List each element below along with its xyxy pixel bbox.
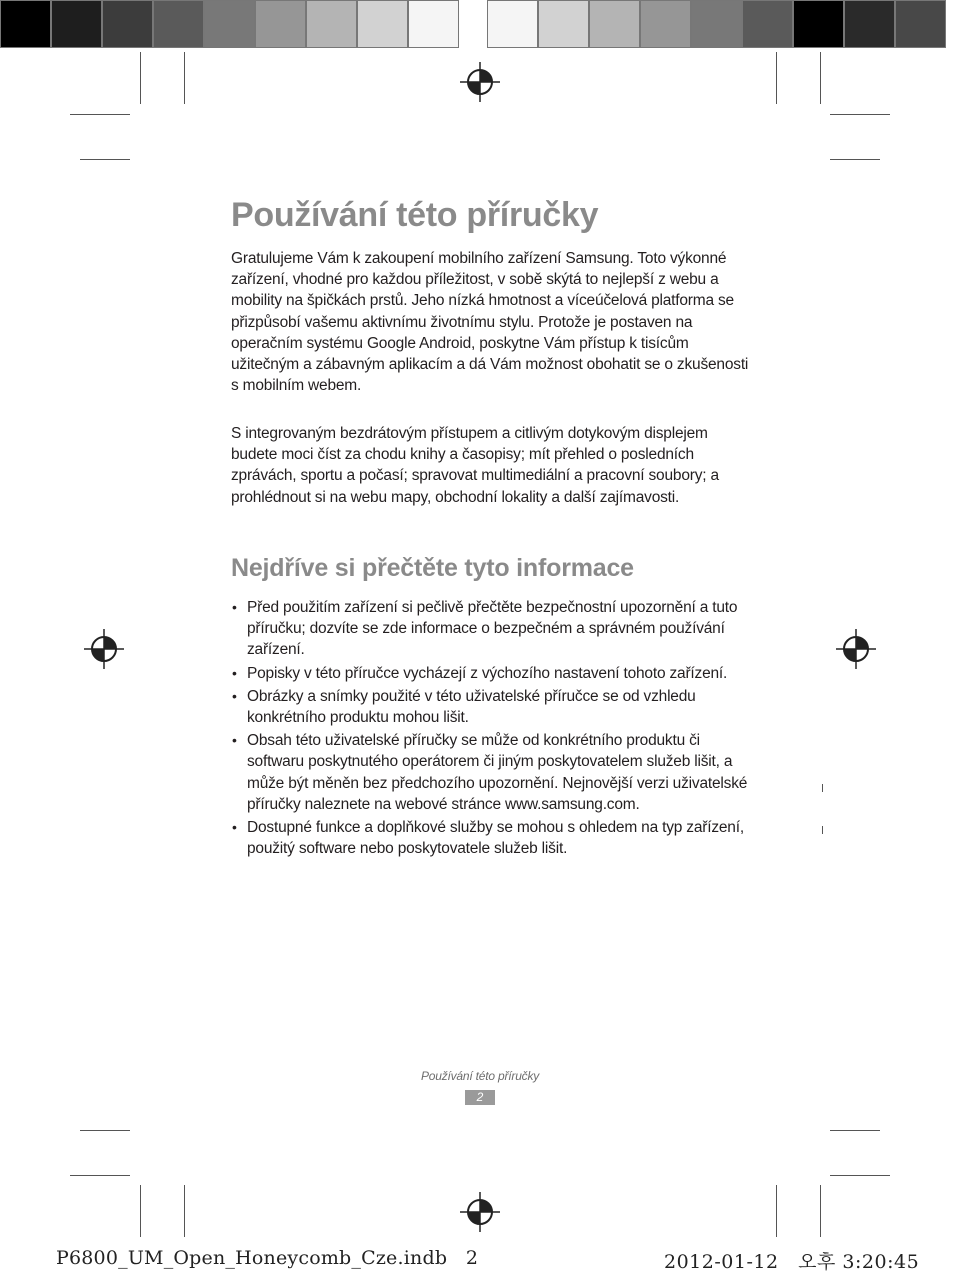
color-bar-strip-right: [487, 0, 946, 48]
print-slug-datetime-text: 2012-01-12 오후 3:20:45: [664, 1251, 920, 1273]
color-bar-swatch: [102, 0, 153, 48]
fold-mark: [822, 826, 823, 834]
color-bar-swatch: [204, 0, 255, 48]
color-bar-swatch: [0, 0, 51, 48]
list-item-text: Obsah této uživatelské příručky se může od konkrétního produktu či softwaru poskytnutého operátorem či jiným poskytovatelem služeb lišit, a může být měněn bez předchozího upozornění. Nejnovější verzi uživatelské příručky naleznete na webové stránce www.samsung.com.: [247, 732, 748, 813]
color-bar-swatch: [793, 0, 844, 48]
color-bar-swatch: [51, 0, 102, 48]
page-number: 2: [465, 1090, 495, 1105]
trim-mark: [80, 159, 130, 160]
features-paragraph: S integrovaným bezdrátovým přístupem a citlivým dotykovým displejem budete moci číst za chodu knihy a časopisy; mít přehled o posledních zprávách, sportu a počasí; spravovat multimediální a pracovní soubory; a prohlédnout si na webu mapy, obchodní lokality a další zajímavosti.: [231, 425, 719, 506]
crop-mark: [140, 1185, 141, 1237]
crop-mark: [830, 114, 890, 115]
list-item-text: Popisky v této příručce vycházejí z výchozího nastavení tohoto zařízení.: [247, 664, 728, 682]
color-bar-swatch: [487, 0, 538, 48]
color-bar-swatch: [589, 0, 640, 48]
color-bar-swatch: [538, 0, 589, 48]
list-item: [231, 597, 751, 661]
color-bar-swatch: [306, 0, 357, 48]
section-heading: Nejdříve si přečtěte tyto informace: [231, 554, 634, 582]
color-bar-swatch: [408, 0, 459, 48]
list-item: [231, 663, 751, 684]
color-bar-strip-left: [0, 0, 459, 48]
color-bar-swatch: [844, 0, 895, 48]
crop-mark: [820, 52, 821, 104]
registration-mark-top: [460, 62, 500, 102]
registration-mark-left: [84, 629, 124, 669]
color-bar-swatch: [153, 0, 204, 48]
print-slug-filename-text: P6800_UM_Open_Honeycomb_Cze.indb 2: [56, 1247, 479, 1269]
list-item: [231, 730, 751, 815]
footer-section-title: Používání této příručky: [420, 1069, 540, 1083]
bullet-icon: •: [232, 732, 237, 749]
crop-mark: [184, 1185, 185, 1237]
color-bar-swatch: [357, 0, 408, 48]
color-bar-swatch: [691, 0, 742, 48]
list-item-text: Dostupné funkce a doplňkové služby se mohou s ohledem na typ zařízení, použitý software nebo poskytovatele služeb lišit.: [247, 819, 744, 858]
crop-mark: [820, 1185, 821, 1237]
crop-mark: [830, 1175, 890, 1176]
trim-mark: [830, 1130, 880, 1131]
registration-mark-bottom: [460, 1192, 500, 1232]
list-item: [231, 686, 751, 728]
color-bar-swatch: [640, 0, 691, 48]
bullet-icon: •: [232, 687, 237, 704]
intro-paragraph: Gratulujeme Vám k zakoupení mobilního zařízení Samsung. Toto výkonné zařízení, vhodné pro každou příležitost, v sobě skýtá to nejlepší z webu a mobility na špičkách prstů. Jeho nízká hmotnost a víceúčelová platforma se přizpůsobí vašemu aktivnímu životnímu stylu. Protože je postaven na operačním systému Google Android, poskytne Vám přístup k tisícům užitečným a zábavným aplikacím a dá Vám možnost obohatit se o zkušenosti s mobilním webem.: [231, 250, 749, 395]
fold-mark: [822, 784, 823, 792]
crop-mark: [70, 1175, 130, 1176]
print-slug-filename: [56, 1247, 478, 1269]
registration-mark-right: [836, 629, 876, 669]
crop-mark: [776, 1185, 777, 1237]
list-item-text: Obrázky a snímky použité v této uživatelské příručce se od vzhledu konkrétního produktu mohou lišit.: [247, 687, 696, 727]
list-item-text: Před použitím zařízení si pečlivě přečtěte bezpečnostní upozornění a tuto příručku; dozvíte se zde informace o bezpečném a správném používání zařízení.: [247, 599, 738, 659]
crop-mark: [70, 114, 130, 115]
color-bar-swatch: [255, 0, 306, 48]
bullet-icon: •: [232, 599, 237, 615]
page-title: Používání této příručky: [231, 196, 599, 234]
trim-mark: [80, 1130, 130, 1131]
crop-mark: [140, 52, 141, 104]
list-item: [231, 817, 751, 859]
crop-mark: [776, 52, 777, 104]
crop-mark: [184, 52, 185, 104]
bullet-icon: •: [232, 664, 237, 681]
bullet-icon: •: [232, 819, 237, 836]
trim-mark: [830, 159, 880, 160]
color-bar-swatch: [742, 0, 793, 48]
info-bullet-list: [231, 597, 751, 861]
color-bar-swatch: [895, 0, 946, 48]
